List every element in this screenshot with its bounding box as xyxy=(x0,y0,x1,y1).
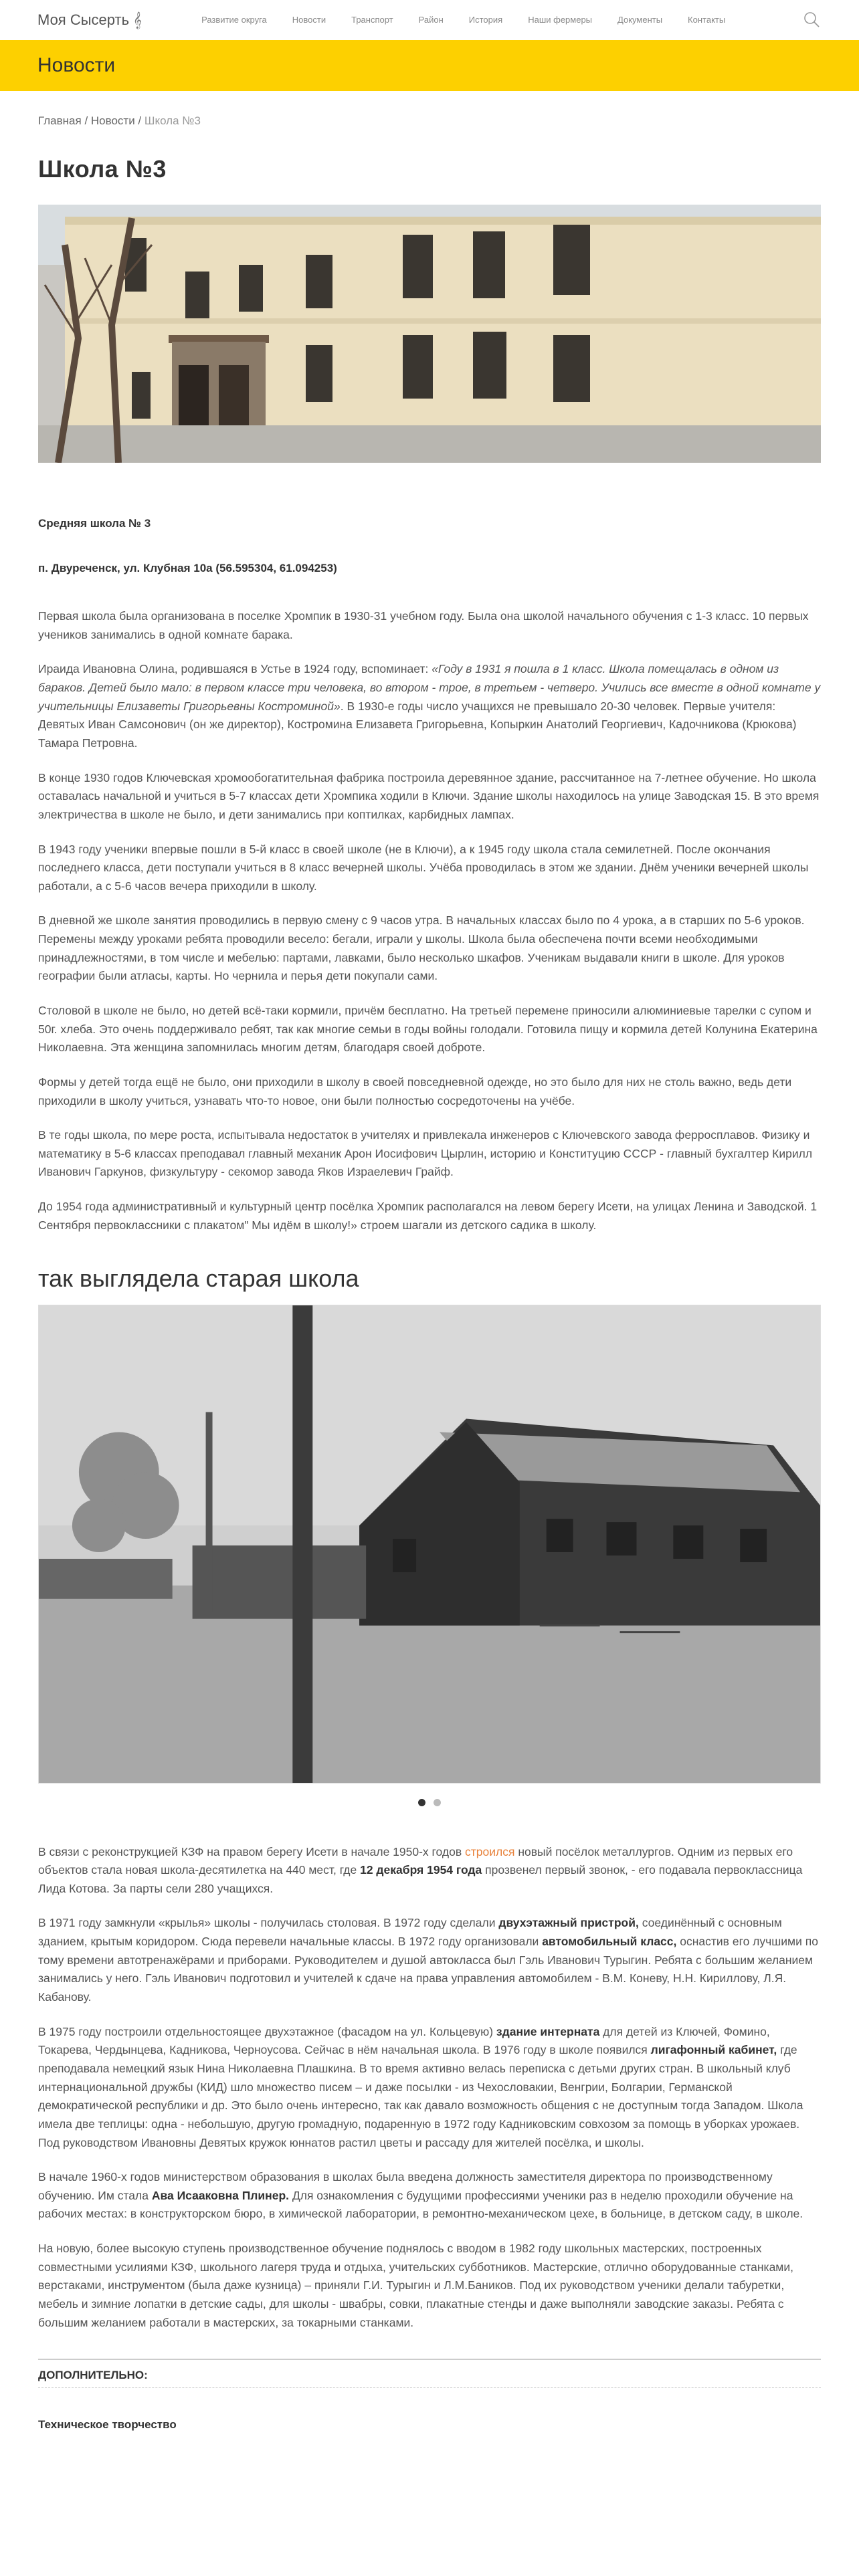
paragraph: Формы у детей тогда ещё не было, они приходили в школу в своей повседневной одежде, но это было для них не столь важно, ведь дети приходили в школу учиться, узнавать что-то новое, они были полностью сосредоточены на учёбе. xyxy=(38,1075,792,1107)
school-address: п. Двуреченск, ул. Клубная 10а (56.595304, 61.094253) xyxy=(38,562,337,575)
text-span: В 1975 году построили отдельностоящее двухэтажное (фасадом на ул. Кольцевую) xyxy=(38,2024,496,2038)
breadcrumb-separator: / xyxy=(134,114,145,127)
text-span: оснастив его лучшими по тому времени автотренажёрами и приборами. Руководителем и душой автокласса был Гэль Иванович Турыгин. Ребята с большим желанием занимались у него. Гэль Иванович подготовил и учителей к сдаче на права управления автомобилем - В.М. Коневу, Н.Н. Кириллову, Л.Я. Кабанову. xyxy=(38,1935,818,2004)
article-body xyxy=(38,515,821,1235)
paragraph: В 1943 году ученики впервые пошли в 5-й класс в своей школе (не в Ключи), а к 1945 году школа стала семилетней. После окончания последнего класса, дети поступали учиться в 8 класс вечерней школы. Учёба проводилась в этом же здании. Днём ученики вечерней школы работали, а с 5-6 часов вечера приходили в школу. xyxy=(38,842,809,893)
text-span: В 1971 году замкнули «крылья» школы - получилась столовая. В 1972 году сделали xyxy=(38,1916,499,1930)
text-span: где преподавала немецкий язык Нина Николаевна Плашкина. В то время активно велась переписка с детьми других стран. В школьный клуб интернациональной дружбы (КИД) шло множество писем – и даже посылки - из Чехословакии, Венгрии, Болгарии, Германской демократической республики и др. Это было очень интересно, так как давало возможность общения с не доступным тогда Западом. Школа имела две теплицы: одна - небольшую, другую громадную, подаренную в 1972 году Кадниковским совхозом за помощь в уборках урожаев. Под руководством Ивановны Девятых кружок юннатов растил цветы и рассаду для жителей посёлка, и школы. xyxy=(38,2043,803,2149)
nav-item-district[interactable]: Район xyxy=(418,14,444,25)
text-span: Ираида Ивановна Олина, родившаяся в Устье в 1924 году, вспоминает: xyxy=(38,662,432,676)
related-link-tech-creativity[interactable]: Техническое творчество xyxy=(38,2418,177,2432)
divider xyxy=(38,2387,821,2388)
breadcrumb-home[interactable]: Главная xyxy=(38,114,82,127)
slider-dots xyxy=(38,1794,821,1812)
nav-item-news[interactable]: Новости xyxy=(292,14,326,25)
paragraph xyxy=(38,2023,821,2152)
nav-item-contacts[interactable]: Контакты xyxy=(688,14,726,25)
nav-item-farmers[interactable]: Наши фермеры xyxy=(528,14,593,25)
text-span: для детей из Ключей, Фомино, Токарева, Чердынцева, Кадникова, Черноусова. Сейчас в нём начальная школа. В 1976 году в школе появился xyxy=(38,2024,770,2057)
slider-dot-1[interactable] xyxy=(418,1799,425,1806)
text-span: новый посёлок металлургов. Одним из первых его объектов стала новая школа-десятилетка на 440 мест, где xyxy=(38,1844,793,1877)
breadcrumb xyxy=(38,112,821,130)
school-name: Средняя школа № 3 xyxy=(38,517,151,530)
bold-date: 12 декабря 1954 года xyxy=(360,1863,482,1877)
bold-text: лигафонный кабинет, xyxy=(650,2043,777,2057)
hero-school-photo xyxy=(38,205,821,463)
text-span: В начале 1960-х годов министерством образования в школах была введена должность заместителя директора по производственному обучению. Им стала xyxy=(38,2170,773,2202)
nav-item-history[interactable]: История xyxy=(468,14,503,25)
logo-text: Моя Сысерть xyxy=(37,11,130,28)
banner-title: Новости xyxy=(37,54,116,77)
extra-title: ДОПОЛНИТЕЛЬНО: xyxy=(38,2369,148,2382)
nav-item-transport[interactable]: Транспорт xyxy=(351,14,393,25)
treble-clef-icon: 𝄞 xyxy=(133,11,142,28)
paragraph xyxy=(38,660,821,752)
paragraph xyxy=(38,2168,821,2224)
breadcrumb-news[interactable]: Новости xyxy=(90,114,135,127)
nav-item-development[interactable]: Развитие округа xyxy=(201,14,267,25)
text-span: . В 1930-е годы число учащихся не превышало 20-30 человек. Первые учителя: Девятых Иван Самсонович (он же директор), Костромина Елизавета Григорьевна, Копыркин Анатолий Георгиевич, Кадочникова (Крюкова) Тамара Петровна. xyxy=(38,699,797,750)
section-banner xyxy=(0,40,859,91)
paragraph xyxy=(38,1914,821,2006)
bold-text: здание интерната xyxy=(496,2024,600,2038)
article-body-continued xyxy=(38,1843,821,2333)
article-content xyxy=(0,112,859,2434)
text-span: В связи с реконструкцией КЗФ на правом берегу Исети в начале 1950-х годов xyxy=(38,1844,465,1858)
old-school-photo-slider[interactable] xyxy=(38,1305,821,1784)
slider-dot-2[interactable] xyxy=(434,1799,441,1806)
paragraph xyxy=(38,1843,821,1899)
paragraph: Первая школа была организована в поселке Хромпик в 1930-31 учебном году. Была она школой начального обучения с 1-3 класс. 10 первых учеников занимались в одной комнате барака. xyxy=(38,609,809,641)
text-span: прозвенел первый звонок, - его подавала первоклассница Лида Котова. За парты сели 280 учащихся. xyxy=(38,1863,803,1895)
site-logo[interactable] xyxy=(37,9,142,32)
nav-item-documents[interactable]: Документы xyxy=(617,14,663,25)
main-nav xyxy=(189,13,738,27)
paragraph: В дневной же школе занятия проводились в первую смену с 9 часов утра. В начальных классах было по 4 урока, а в старших по 5-6 уроков. Перемены между уроками ребята проводили весело: бегали, играли у школы. Школа была обеспечена почти всеми необходимыми принадлежностями, в том числе и мебелью: партами, лавками, было несколько шкафов. Ученикам выдавали книги в школе. Для уроков географии были атласы, карты. Но чернила и перья дети покупали сами. xyxy=(38,914,805,983)
paragraph: В конце 1930 годов Ключевская хромообогатительная фабрика построила деревянное здание, рассчитанное на 7-летнее обучение. Но школа оставалась начальной и учиться в 5-7 классах дети Хромпика ходили в Ключи. Здание школы находилось на улице Заводская 15. В это время электричества в школе не было, и дети занимались при коптилках, карбидных лампах. xyxy=(38,770,820,821)
text-span: Для ознакомления с будущими профессиями ученики раз в неделю проходили обучение на рабочих местах: в конструкторском бюро, в химической лаборатории, в ремонтно-механическом цехе, в больнице, в детском саду, в школе. xyxy=(38,2188,803,2221)
paragraph: До 1954 года административный и культурный центр посёлка Хромпик располагался на левом берегу Исети, на улицах Ленина и Заводской. 1 Сентября первоклассники с плакатом" Мы идём в школу!» строем шагали из детского садика в школу. xyxy=(38,1200,818,1232)
bold-text: Ава Исааковна Плинер. xyxy=(151,2188,290,2202)
top-header xyxy=(0,0,859,40)
inline-link[interactable]: строился xyxy=(465,1844,515,1858)
quote: «Году в 1931 я пошла в 1 класс. Школа помещалась в одном из бараков. Детей было мало: в первом классе три человека, во втором - трое, в третьем - четверо. Учились все вместе в одной комнате у учительницы Елизаветы Григорьевны Костроминой» xyxy=(38,662,821,713)
paragraph: На новую, более высокую ступень производственное обучение поднялось с вводом в 1982 году школьных мастерских, построенных совместными усилиями КЗФ, школьного лагеря труда и отдыха, учительских субботников. Мастерские, отлично оборудованные станками, верстаками, инструментом (была даже кузница) – приняли Г.И. Турыгин и Л.М.Баников. Под их руководством ученики делали табуретки, мебель и зимние лопатки в детские сады, для школы - швабры, совки, плакатные стенды и даже выполняли заводские заказы. Ребята с большим желанием работали в мастерских, за токарными станками. xyxy=(38,2242,793,2329)
gallery-heading: так выглядела старая школа xyxy=(38,1265,359,1293)
divider xyxy=(38,2359,821,2360)
bold-text: автомобильный класс, xyxy=(542,1935,677,1949)
bold-text: двухэтажный пристрой, xyxy=(498,1916,639,1930)
paragraph: Столовой в школе не было, но детей всё-таки кормили, причём бесплатно. На третьей перемене приносили алюминиевые тарелки с супом и 50г. хлеба. Это очень поддерживало ребят, так как многие семьи в годы войны голодали. Готовила пищу и кормила детей Колунина Екатерина Николаевна. Эта женщина запомнилась многим детям, благодаря своей доброте. xyxy=(38,1003,818,1055)
paragraph: В те годы школа, по мере роста, испытывала недостаток в учителях и привлекала инженеров с Ключевского завода ферросплавов. Физику и математику в 5-6 классах преподавал главный механик Арон Иосифович Цырлин, историю и Конституцию СССР - главный бухгалтер Кирилл Иванович Гаркунов, физкультуру - секомор завода Яков Израелевич Грайф. xyxy=(38,1128,813,1179)
page-title: Школа №3 xyxy=(38,154,167,183)
text-span: соединённый с основным зданием, крытым коридором. Сюда перевели начальные классы. В 1972 году организовали xyxy=(38,1916,782,1949)
breadcrumb-separator: / xyxy=(81,114,91,127)
search-icon[interactable] xyxy=(803,11,820,28)
breadcrumb-current: Школа №3 xyxy=(144,114,201,127)
